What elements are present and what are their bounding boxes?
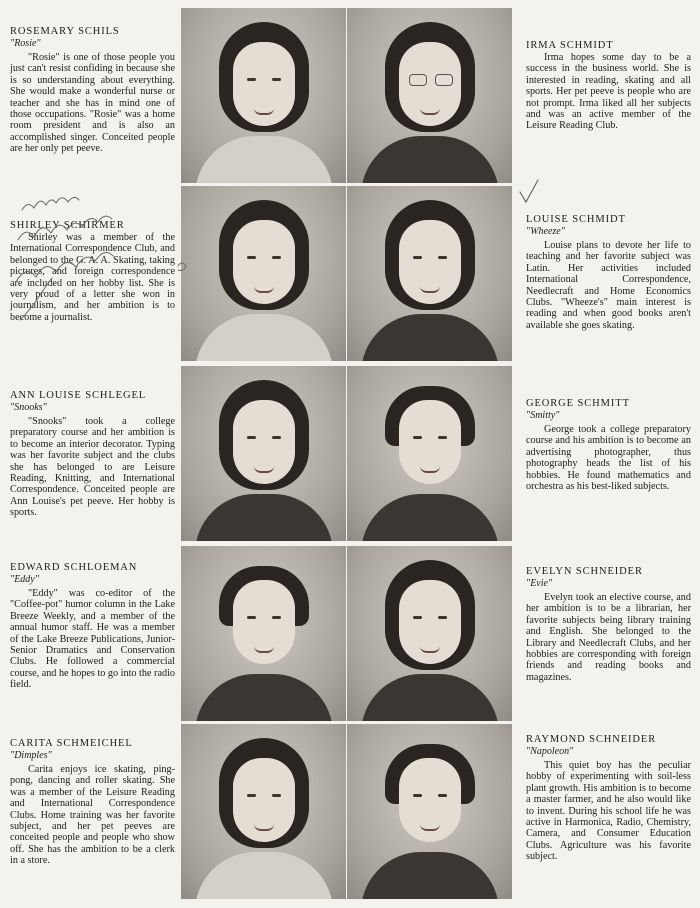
student-bio: Louise plans to devote her life to teaching and her favorite subject was Latin. Her activities included International Correspondence, Needlecraft and Home Economics Clubs. "Wheeze's" main interest is reading and when good books aren't available she goes skating. [526, 240, 691, 331]
portrait-photo-evelyn-schneider [347, 546, 512, 721]
student-bio: "Rosie" is one of those people you just can't resist confiding in because she is so understanding about everything. She would make a wonderful nurse or teacher and she has in mind one of those occupations. "Rosie" was a home room president and is also an accomplished singer. Conceited people are her only pet peeve. [10, 52, 175, 155]
portrait-photo-carita-schmeichel [181, 724, 346, 899]
student-entry-raymond-schneider [526, 734, 691, 863]
student-name: CARITA SCHMEICHEL [10, 738, 133, 749]
student-entry-evelyn-schneider [526, 566, 691, 683]
student-entry-edward-schloeman [10, 562, 175, 691]
student-entry-carita-schmeichel [10, 738, 175, 867]
student-name: ANN LOUISE SCHLEGEL [10, 390, 147, 401]
portrait-photo-shirley-schirmer [181, 186, 346, 361]
student-name: LOUISE SCHMIDT [526, 214, 626, 225]
student-name: ROSEMARY SCHILS [10, 26, 120, 37]
student-name: GEORGE SCHMITT [526, 398, 630, 409]
student-bio: This quiet boy has the peculiar hobby of experimenting with soil-less plant growth. His ambition is to become a master farmer, and he also would like to invent. During his school life he was active in Harmonica, Radio, Chemistry, Camera, and Consumer Education Clubs. Agriculture was his favorite subject. [526, 760, 691, 863]
portrait-photo-rosemary-schils [181, 8, 346, 183]
student-name: SHIRLEY SCHIRMER [10, 220, 125, 231]
student-nickname: "Snooks" [10, 402, 47, 413]
student-bio: Carita enjoys ice skating, ping-pong, dancing and roller skating. She was a member of the Leisure Reading and International Correspondence Clubs. Home training was her favorite subject, and her pet peeves are conceited people and people who show off. She has the ambition to be a clerk in a store. [10, 764, 175, 867]
student-nickname: "Rosie" [10, 38, 41, 49]
pencil-checkmark-icon [516, 176, 542, 206]
portrait-photo-irma-schmidt [347, 8, 512, 183]
student-nickname: "Evie" [526, 578, 553, 589]
student-entry-louise-schmidt [526, 214, 691, 331]
student-nickname: "Smitty" [526, 410, 560, 421]
student-bio: Evelyn took an elective course, and her ambition is to be a librarian, her favorite subjects being library training and English. She belonged to the Library and Needlecraft Clubs, and her hobbies are corresponding with foreign friends and reading books and magazines. [526, 592, 691, 683]
portrait-photo-ann-louise-schlegel [181, 366, 346, 541]
student-nickname: "Wheeze" [526, 226, 565, 237]
student-entry-irma-schmidt [526, 40, 691, 132]
student-entry-george-schmitt [526, 398, 691, 492]
student-bio: Shirley was a member of the International Correspondence Club, and belonged to the G. A. A. Skating, taking pictures, and foreign correspondence are included on her hobby list. She is very proud of a letter she won in journalism, and her ambition is to become a journalist. [10, 232, 175, 323]
student-name: IRMA SCHMIDT [526, 40, 614, 51]
student-bio: "Snooks" took a college preparatory course and her ambition is to become an interior decorator. Typing was her favorite subject and the clubs she has belonged to are Leisure Reading, Knitting, and International Correspondence. Conceited people are Ann Louise's pet peeve. Her hobby is sports. [10, 416, 175, 519]
student-entry-rosemary-schils [10, 26, 175, 155]
student-bio: Irma hopes some day to be a success in the business world. She is interested in reading, skating and all sports. Her pet peeve is people who are not prompt. Irma liked all her subjects and was an active member of the Leisure Reading Club. [526, 52, 691, 132]
student-name: RAYMOND SCHNEIDER [526, 734, 657, 745]
student-name: EDWARD SCHLOEMAN [10, 562, 138, 573]
student-entry-ann-louise-schlegel [10, 390, 175, 519]
student-nickname: "Dimples" [10, 750, 52, 761]
portrait-photo-george-schmitt [347, 366, 512, 541]
portrait-photo-louise-schmidt [347, 186, 512, 361]
student-nickname: "Eddy" [10, 574, 39, 585]
student-bio: George took a college preparatory course and his ambition is to become an advertising photographer, thus photography heads the list of his hobbies. He found mathematics and orchestra as his best-liked subjects. [526, 424, 691, 493]
portrait-photo-edward-schloeman [181, 546, 346, 721]
student-bio: "Eddy" was co-editor of the "Coffee-pot" humor column in the Lake Breeze Weekly, and a member of the annual humor staff. He was a member of the Lake Breeze Publications, Junior-Senior Dramatics and Conservation Clubs. He followed a commercial course, and he hopes to go into the radio field. [10, 588, 175, 691]
student-name: EVELYN SCHNEIDER [526, 566, 643, 577]
portrait-photo-raymond-schneider [347, 724, 512, 899]
student-nickname: "Napoleon" [526, 746, 574, 757]
student-entry-shirley-schirmer [10, 220, 175, 323]
